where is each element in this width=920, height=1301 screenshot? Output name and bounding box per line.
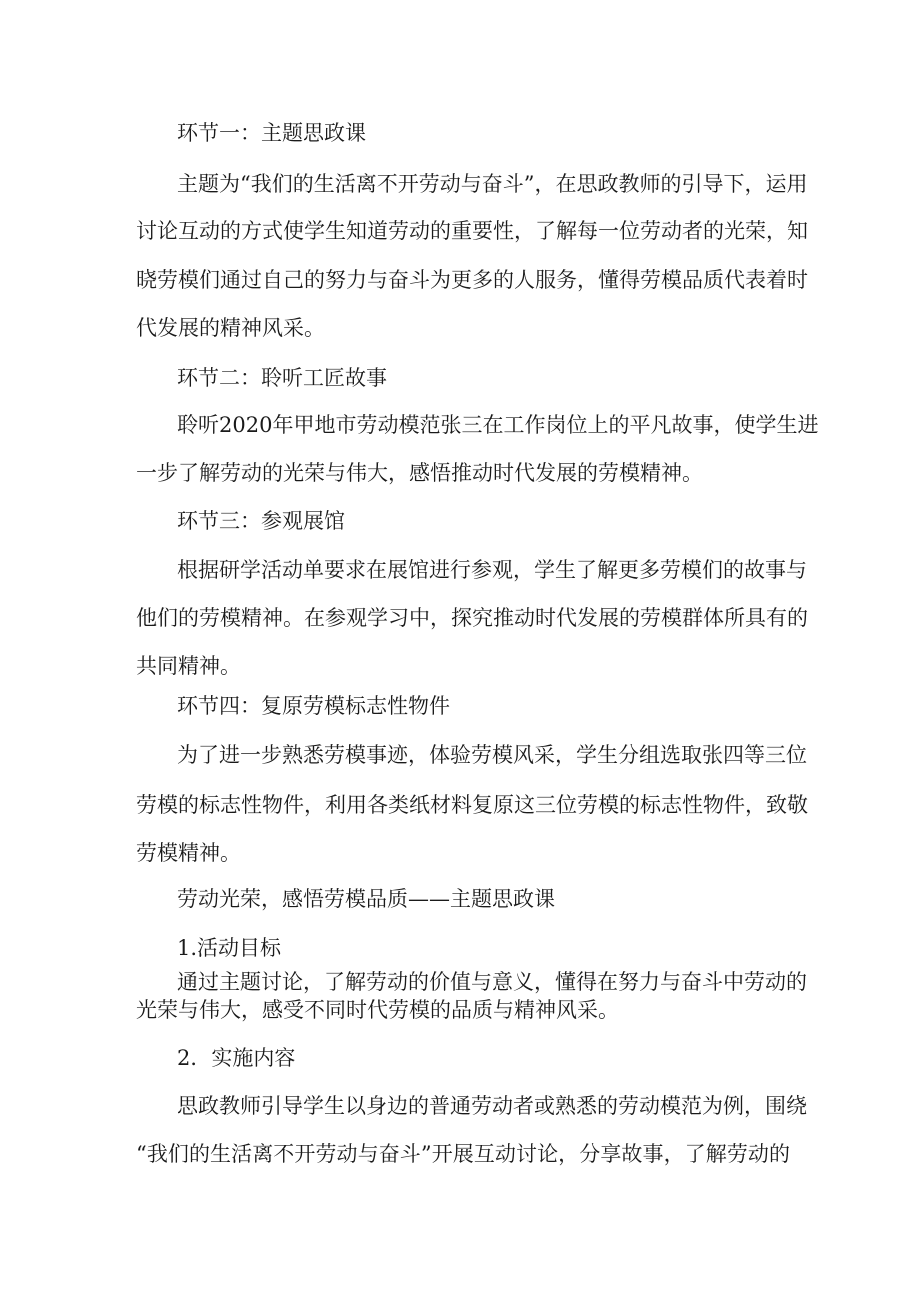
subsection-heading: 2．实施内容 bbox=[177, 1046, 296, 1070]
paragraph-line: 主题为“我们的生活离不开劳动与奋斗”，在思政教师的引导下，运用 bbox=[177, 172, 808, 196]
paragraph-line: 一步了解劳动的光荣与伟大，感悟推动时代发展的劳模精神。 bbox=[136, 461, 703, 485]
paragraph-line: 代发展的精神风采。 bbox=[136, 316, 325, 340]
section-heading: 环节一：主题思政课 bbox=[177, 121, 366, 145]
paragraph-line: 劳模精神。 bbox=[136, 841, 241, 865]
section-heading: 环节三：参观展馆 bbox=[177, 509, 345, 533]
paragraph-line: 他们的劳模精神。在参观学习中，探究推动时代发展的劳模群体所具有的 bbox=[136, 606, 808, 630]
paragraph-line: 共同精神。 bbox=[136, 654, 241, 678]
paragraph-line: 聆听2020年甲地市劳动模范张三在工作岗位上的平凡故事，使学生进 bbox=[177, 413, 819, 437]
paragraph-line: 光荣与伟大，感受不同时代劳模的品质与精神风采。 bbox=[136, 998, 619, 1022]
paragraph-line: 劳模的标志性物件，利用各类纸材料复原这三位劳模的标志性物件，致敬 bbox=[136, 793, 808, 817]
paragraph-line: 根据研学活动单要求在展馆进行参观，学生了解更多劳模们的故事与 bbox=[177, 558, 807, 582]
paragraph-line: “我们的生活离不开劳动与奋斗”开展互动讨论，分享故事，了解劳动的 bbox=[136, 1142, 790, 1166]
paragraph-line: 通过主题讨论，了解劳动的价值与意义，懂得在努力与奋斗中劳动的 bbox=[177, 970, 807, 994]
section-heading: 环节四：复原劳模标志性物件 bbox=[177, 694, 450, 718]
paragraph-line: 思政教师引导学生以身边的普通劳动者或熟悉的劳动模范为例，围绕 bbox=[177, 1094, 807, 1118]
subsection-heading: 1.活动目标 bbox=[177, 936, 282, 960]
paragraph-line: 讨论互动的方式使学生知道劳动的重要性，了解每一位劳动者的光荣，知 bbox=[136, 219, 808, 243]
section-heading: 环节二：聆听工匠故事 bbox=[177, 366, 387, 390]
section-title: 劳动光荣，感悟劳模品质——主题思政课 bbox=[177, 887, 555, 911]
paragraph-line: 晓劳模们通过自己的努力与奋斗为更多的人服务，懂得劳模品质代表着时 bbox=[136, 268, 808, 292]
paragraph-line: 为了进一步熟悉劳模事迹，体验劳模风采，学生分组选取张四等三位 bbox=[177, 743, 807, 767]
